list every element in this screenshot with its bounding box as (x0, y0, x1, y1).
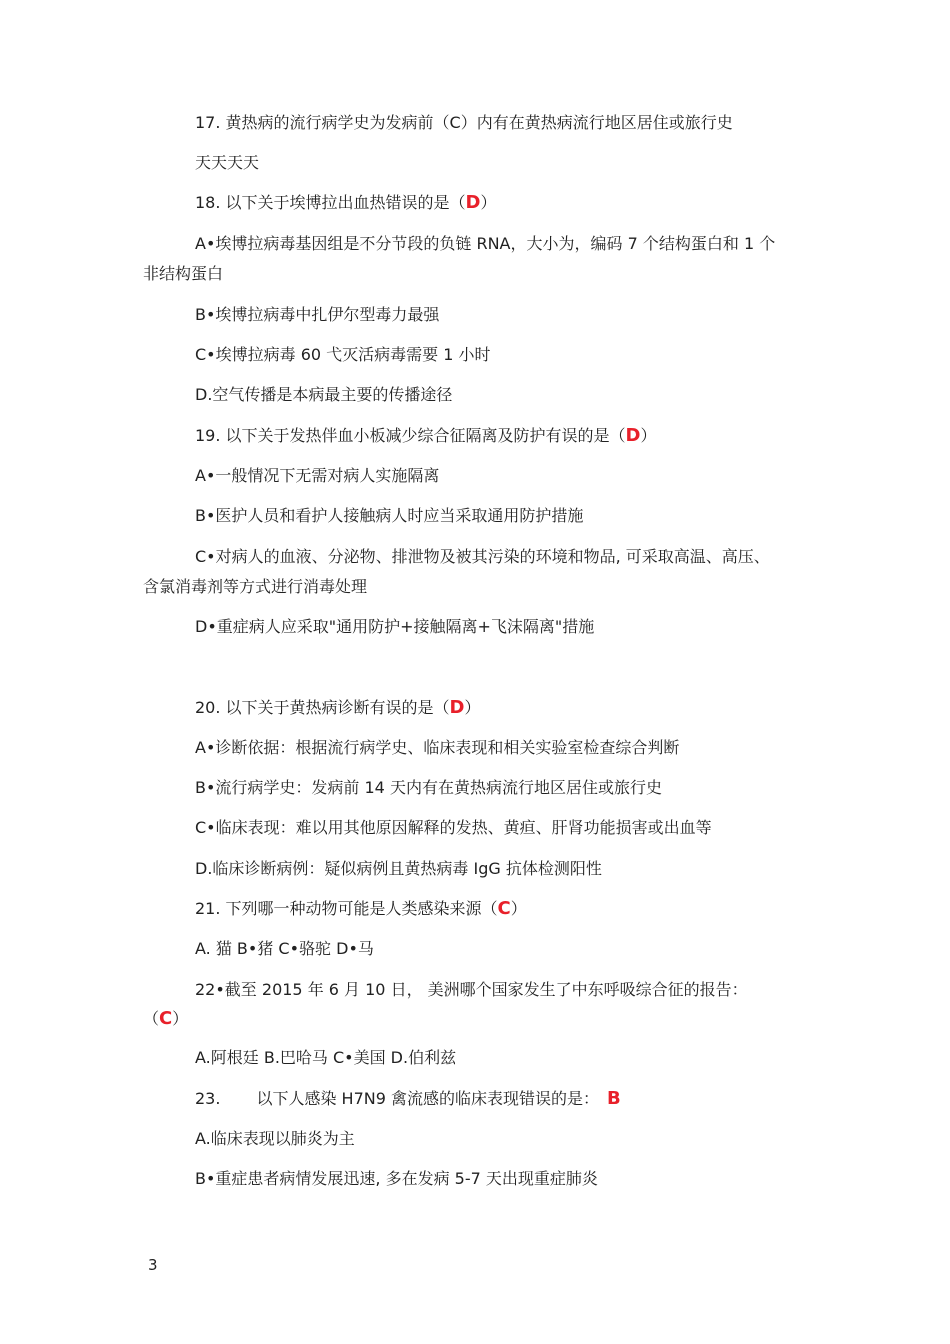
q23-stem (195, 1089, 621, 1109)
q18-stem (195, 193, 497, 213)
page-number: 3 (148, 1256, 158, 1274)
q18-stem-close: ） (480, 193, 497, 212)
q20-option-d: D.临床诊断病例：疑似病例且黄热病毒 IgG 抗体检测阳性 (195, 859, 602, 878)
q23-option-b: B•重症患者病情发展迅速, 多在发病 5-7 天出现重症肺炎 (195, 1169, 598, 1188)
q19-option-c-line1: C•对病人的血液、分泌物、排泄物及被其污染的环境和物品, 可采取高温、高压、 (195, 547, 770, 566)
q18-option-b: B•埃博拉病毒中扎伊尔型毒力最强 (195, 305, 440, 324)
q18-stem-text: 18. 以下关于埃博拉出血热错误的是（ (195, 193, 466, 212)
q19-stem-text: 19. 以下关于发热伴血小板减少综合征隔离及防护有误的是（ (195, 426, 626, 445)
q20-stem-text: 20. 以下关于黄热病诊断有误的是（ (195, 698, 450, 717)
q17-line2: 天天天天 (195, 153, 260, 172)
q20-answer: D (449, 697, 465, 718)
q21-stem (195, 899, 527, 919)
q20-option-c: C•临床表现：难以用其他原因解释的发热、黄疸、肝肾功能损害或出血等 (195, 818, 712, 837)
q21-answer: C (497, 898, 511, 919)
q23-option-a: A.临床表现以肺炎为主 (195, 1129, 355, 1148)
q22-answer: C (159, 1008, 173, 1029)
q22-stem: 22•截至 2015 年 6 月 10 日， 美洲哪个国家发生了中东呼吸综合征的报告： (195, 980, 748, 999)
q20-stem-close: ） (464, 698, 481, 717)
q19-option-b: B•医护人员和看护人接触病人时应当采取通用防护措施 (195, 506, 584, 525)
q18-option-d: D.空气传播是本病最主要的传播途径 (195, 385, 453, 404)
q20-option-b: B•流行病学史：发病前 14 天内有在黄热病流行地区居住或旅行史 (195, 778, 662, 797)
q19-stem (195, 426, 657, 446)
q20-stem (195, 698, 481, 718)
q22-answer-line (143, 1009, 188, 1029)
q19-option-c-line2: 含氯消毒剂等方式进行消毒处理 (143, 577, 368, 596)
q18-answer: D (465, 192, 481, 213)
q19-option-a: A•一般情况下无需对病人实施隔离 (195, 466, 440, 485)
q23-number: 23. (195, 1089, 221, 1108)
q19-answer: D (625, 425, 641, 446)
q21-stem-close: ） (510, 899, 527, 918)
q20-option-a: A•诊断依据：根据流行病学史、临床表现和相关实验室检查综合判断 (195, 738, 680, 757)
q23-stem-text: 以下人感染 H7N9 禽流感的临床表现错误的是： (256, 1089, 599, 1108)
q22-options: A.阿根廷 B.巴哈马 C•美国 D.伯利兹 (195, 1048, 457, 1067)
q19-option-d: D•重症病人应采取"通用防护+接触隔离+飞沫隔离"措施 (195, 617, 595, 636)
q21-stem-text: 21. 下列哪一种动物可能是人类感染来源（ (195, 899, 498, 918)
q22-open: （ (143, 1009, 160, 1028)
q22-close: ） (172, 1009, 189, 1028)
q18-option-c: C•埃博拉病毒 60 弋灭活病毒需要 1 小时 (195, 345, 491, 364)
q23-answer: B (607, 1088, 621, 1109)
q17-line1: 17. 黄热病的流行病学史为发病前（C）内有在黄热病流行地区居住或旅行史 (195, 113, 733, 132)
q18-option-a-line1: A•埃博拉病毒基因组是不分节段的负链 RNA，大小为，编码 7 个结构蛋白和 1 个 (195, 234, 776, 253)
q19-stem-close: ） (640, 426, 657, 445)
q21-options: A. 猫 B•猪 C•骆驼 D•马 (195, 939, 374, 958)
q18-option-a-line2: 非结构蛋白 (143, 264, 224, 283)
